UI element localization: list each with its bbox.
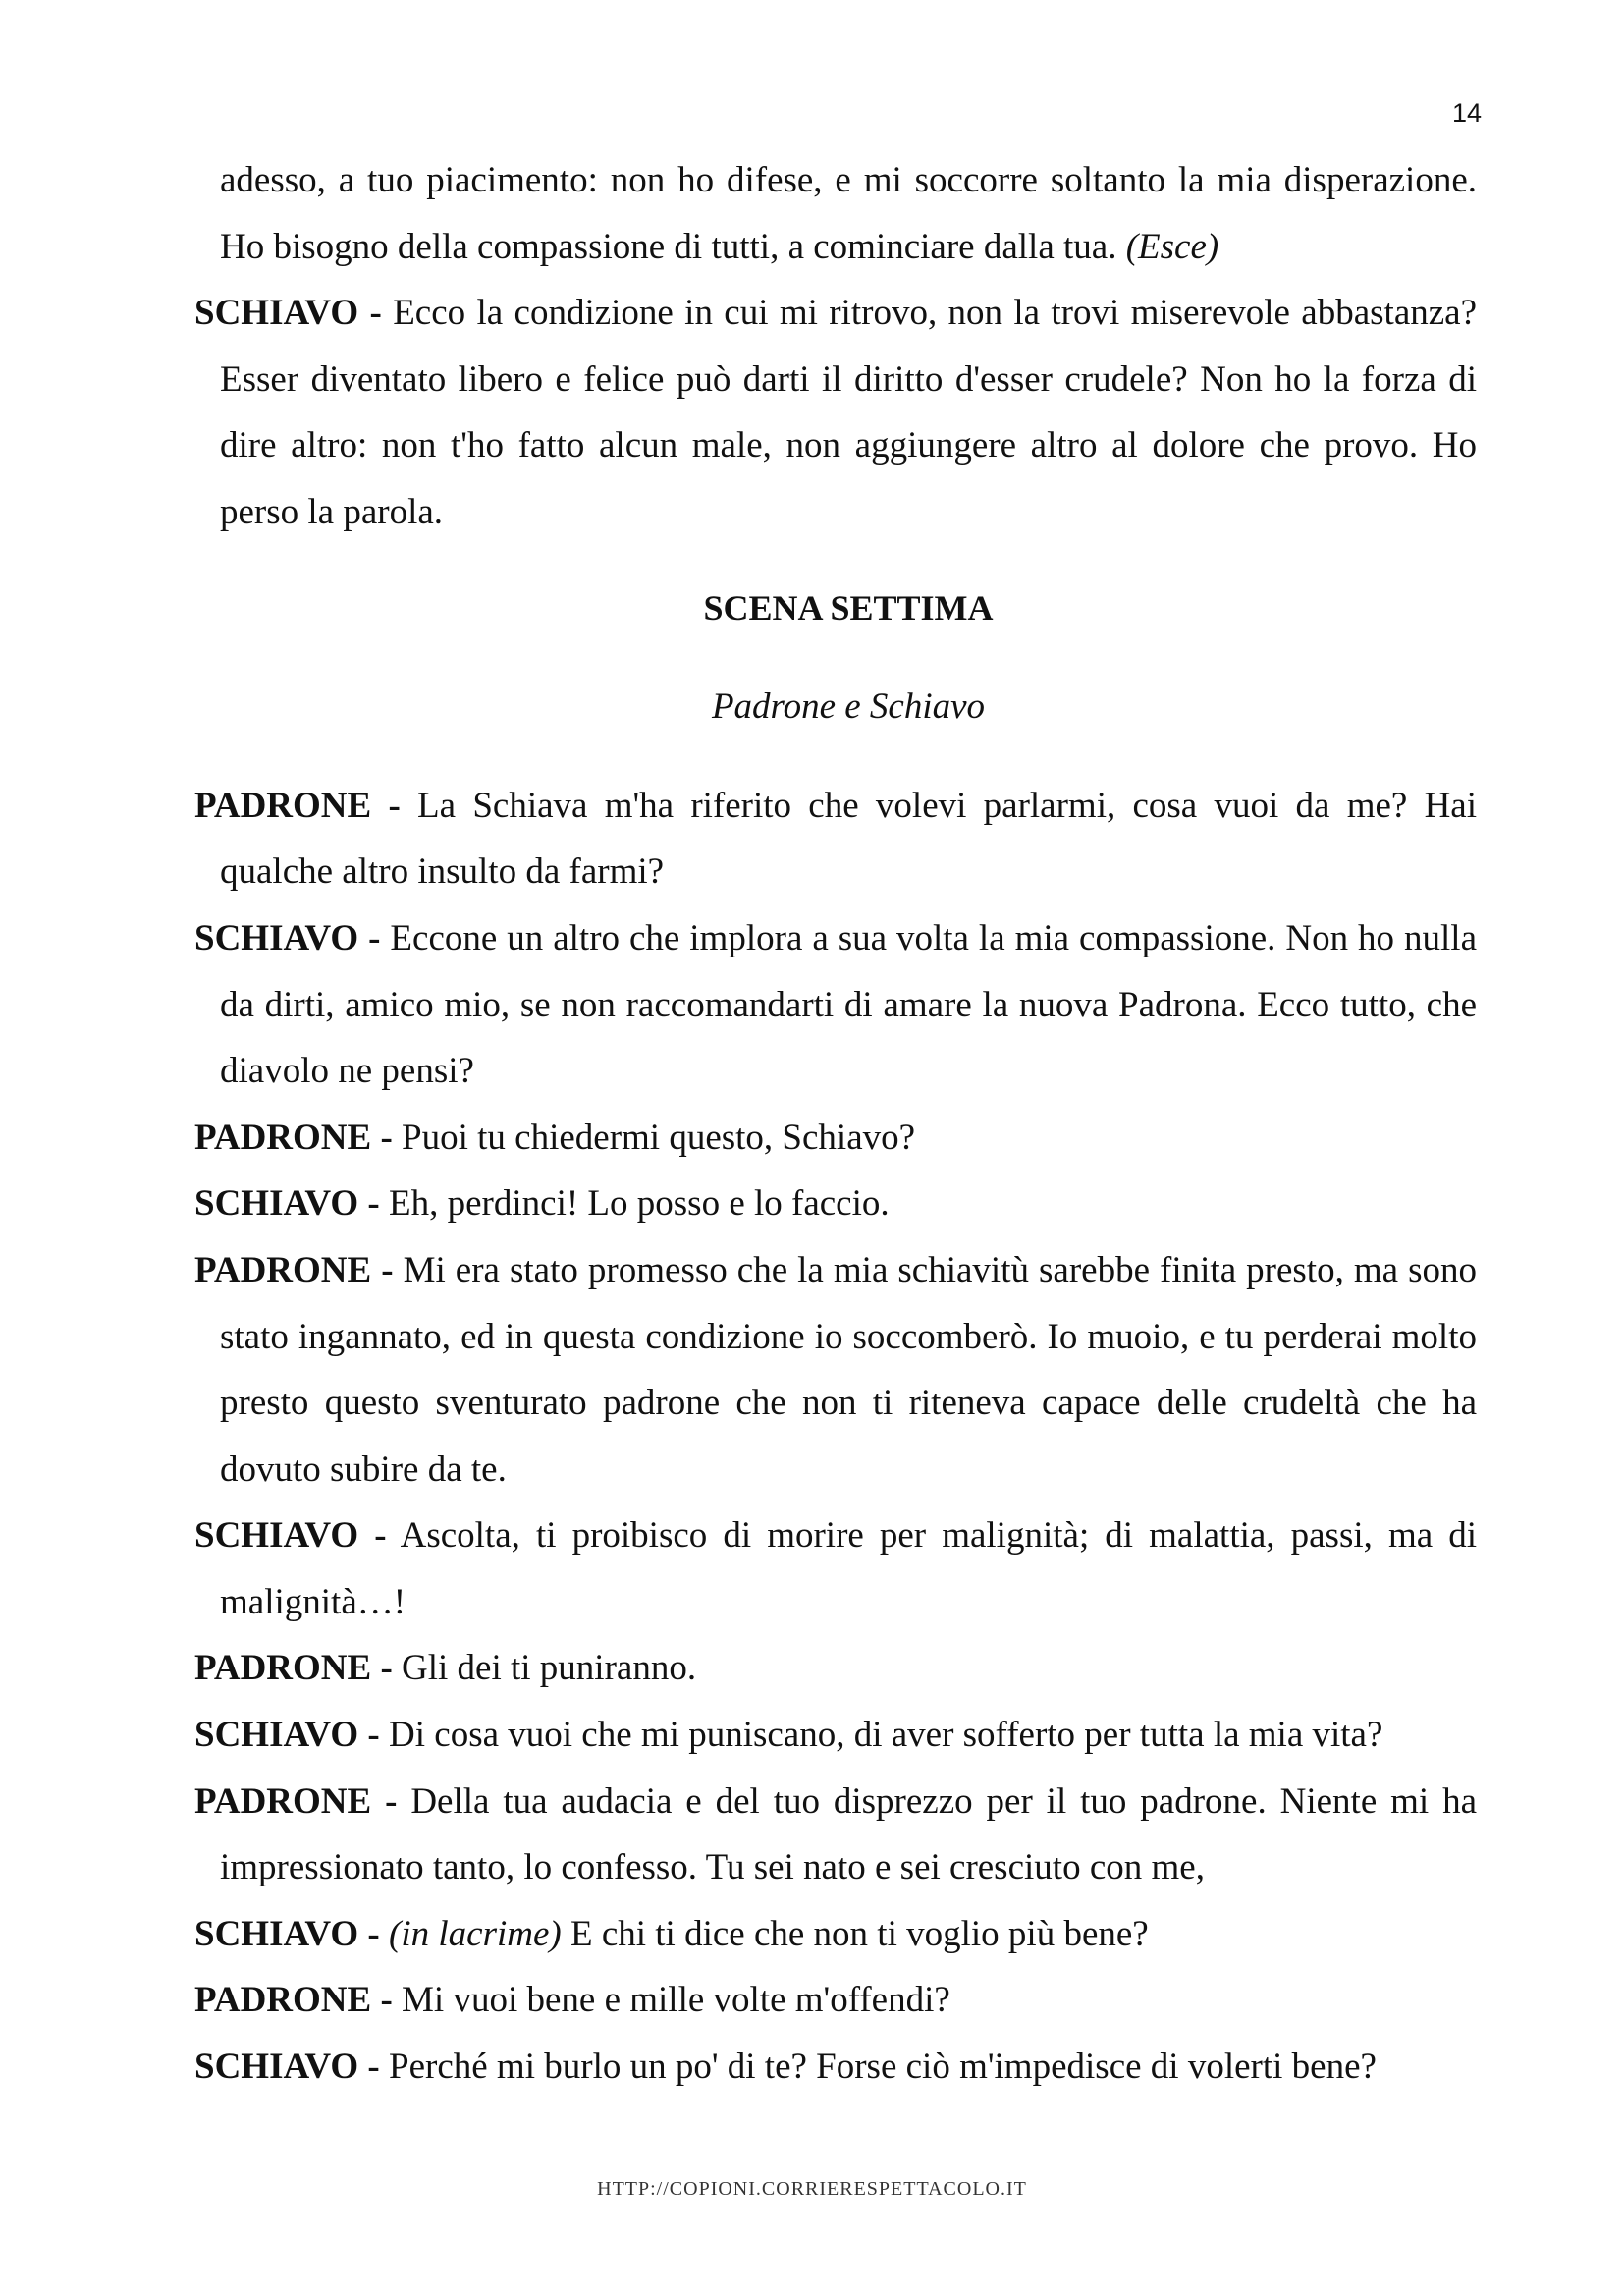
speech-text: La Schiava m'ha riferito che volevi parlarmi, cosa vuoi da me? Hai qualche altro insulto da farmi? xyxy=(220,785,1478,893)
speaker-name: SCHIAVO - xyxy=(194,1183,380,1225)
speaker-name: PADRONE - xyxy=(194,785,401,826)
speech-text: Ascolta, ti proibisco di morire per malignità; di malattia, passi, ma di malignità…! xyxy=(220,1515,1477,1622)
dialogue-line xyxy=(194,1967,1477,2034)
speaker-name: PADRONE - xyxy=(194,1780,398,1822)
speaker-name: SCHIAVO - xyxy=(194,917,381,958)
script-body xyxy=(194,147,1477,2101)
speech-text: Eh, perdinci! Lo posso e lo faccio. xyxy=(379,1183,890,1225)
dialogue-line xyxy=(194,1503,1477,1635)
scene-title: SCENA SETTIMA xyxy=(703,587,994,628)
speech-text: Perché mi burlo un po' di te? Forse ciò m'impedisce di volerti bene? xyxy=(379,2047,1377,2088)
speaker-name: SCHIAVO - xyxy=(194,293,382,334)
dialogue-line xyxy=(194,1635,1477,1702)
stage-direction: (Esce) xyxy=(1125,226,1219,267)
speech-text: Della tua audacia e del tuo disprezzo per il tuo padrone. Niente mi ha impressionato tanto, lo confesso. Tu sei nato e sei cresciuto con me, xyxy=(220,1780,1478,1888)
dialogue-line xyxy=(194,2034,1477,2101)
dialogue-line xyxy=(194,773,1477,905)
speaker-name: PADRONE - xyxy=(194,1980,393,2021)
dialogue-line xyxy=(194,1237,1477,1503)
stage-direction: (in lacrime) xyxy=(389,1913,562,1954)
speaker-name: PADRONE - xyxy=(194,1249,394,1290)
speaker-name: SCHIAVO - xyxy=(194,1715,380,1756)
dialogue-line xyxy=(194,905,1477,1105)
speaker-name: SCHIAVO - xyxy=(194,1913,380,1954)
speech-text: Di cosa vuoi che mi puniscano, di aver sofferto per tutta la mia vita? xyxy=(379,1715,1383,1756)
speaker-name: SCHIAVO - xyxy=(194,1515,387,1557)
speaker-name: SCHIAVO - xyxy=(194,2047,380,2088)
page-number: 14 xyxy=(1451,98,1482,128)
opening-paragraph xyxy=(194,147,1477,280)
speech-text: Gli dei ti puniranno. xyxy=(392,1648,697,1689)
speaker-name: PADRONE - xyxy=(194,1117,393,1158)
dialogue-line xyxy=(194,1769,1477,1901)
dialogue-line xyxy=(194,1105,1477,1172)
scene-characters: Padrone e Schiavo xyxy=(711,686,986,728)
speaker-name: PADRONE - xyxy=(194,1648,393,1689)
speech-text: Ecco la condizione in cui mi ritrovo, non la trovi miserevole abbastanza? Esser diventato libero e felice può darti il diritto d'esser crudele? Non ho la forza di dire altro: non t'ho fatto alcun male, non aggiungere altro al dolore che provo. Ho perso la parola. xyxy=(220,293,1478,532)
speech-text: Mi era stato promesso che la mia schiavitù sarebbe finita presto, ma sono stato ingannato, ed in questa condizione io soccomberò. Io muoio, e tu perderai molto presto questo sventurato padrone che non ti riteneva capace delle crudeltà che ha dovuto subire da te. xyxy=(220,1249,1478,1490)
opening-text: adesso, a tuo piacimento: non ho difese, e mi soccorre soltanto la mia disperazione. Ho bisogno della compassione di tutti, a cominciare dalla tua. xyxy=(220,160,1477,267)
footer-url: HTTP://COPIONI.CORRIERESPETTACOLO.IT xyxy=(597,2178,1027,2200)
dialogue-list xyxy=(194,773,1477,2101)
dialogue-line xyxy=(194,1171,1477,1237)
speech-schiavo-pre-scene xyxy=(194,280,1477,545)
speech-text: Puoi tu chiedermi questo, Schiavo? xyxy=(392,1117,916,1158)
dialogue-line xyxy=(194,1901,1477,1968)
speech-text: E chi ti dice che non ti voglio più bene? xyxy=(561,1913,1149,1954)
dialogue-line xyxy=(194,1702,1477,1769)
speech-text: Eccone un altro che implora a sua volta la mia compassione. Non ho nulla da dirti, amico mio, se non raccomandarti di amare la nuova Padrona. Ecco tutto, che diavolo ne pensi? xyxy=(220,917,1477,1092)
speech-text: Mi vuoi bene e mille volte m'offendi? xyxy=(392,1980,950,2021)
